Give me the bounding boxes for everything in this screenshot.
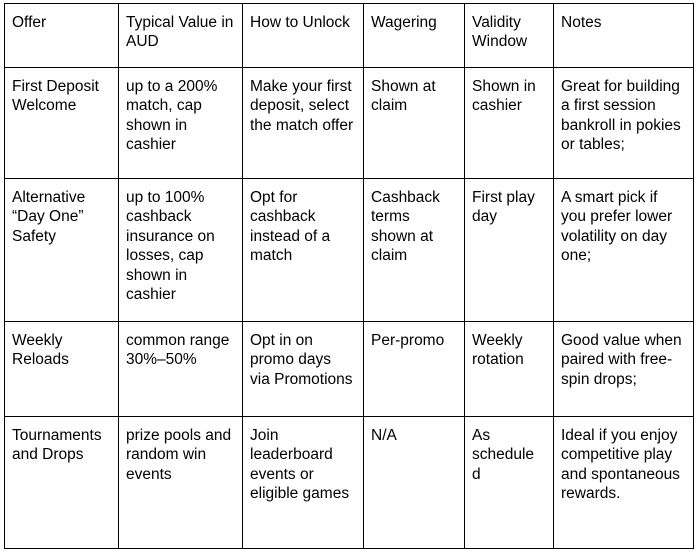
cell-typical-value: common range 30%–50% [119,322,243,417]
header-how-to-unlock: How to Unlock [243,4,364,68]
offers-table [4,3,694,549]
cell-notes: A smart pick if you prefer lower volatility on day one; [554,179,694,322]
cell-offer: First Deposit Welcome [5,68,119,179]
cell-typical-value: prize pools and random win events [119,417,243,549]
header-offer: Offer [5,4,119,68]
table-row [5,179,694,322]
header-notes: Notes [554,4,694,68]
cell-typical-value: up to 100% cashback insurance on losses, cap shown in cashier [119,179,243,322]
cell-offer: Tournaments and Drops [5,417,119,549]
cell-how-to-unlock: Opt for cashback instead of a match [243,179,364,322]
cell-validity-window: Weekly rotation [465,322,554,417]
cell-notes: Ideal if you enjoy competitive play and spontaneous rewards. [554,417,694,549]
cell-notes: Good value when paired with free-spin drops; [554,322,694,417]
cell-typical-value: up to a 200% match, cap shown in cashier [119,68,243,179]
cell-how-to-unlock: Opt in on promo days via Promotions [243,322,364,417]
cell-notes: Great for building a first session bankroll in pokies or tables; [554,68,694,179]
cell-how-to-unlock: Join leaderboard events or eligible games [243,417,364,549]
table-row [5,68,694,179]
cell-wagering: Cashback terms shown at claim [364,179,465,322]
cell-validity-window: First play day [465,179,554,322]
table-row [5,417,694,549]
table-header-row [5,4,694,68]
table-row [5,322,694,417]
cell-wagering: Shown at claim [364,68,465,179]
cell-validity-window: Shown in cashier [465,68,554,179]
cell-offer: Weekly Reloads [5,322,119,417]
cell-validity-window: As schedule d [465,417,554,549]
header-wagering: Wagering [364,4,465,68]
cell-wagering: N/A [364,417,465,549]
header-typical-value: Typical Value in AUD [119,4,243,68]
cell-wagering: Per-promo [364,322,465,417]
cell-offer: Alternative “Day One” Safety [5,179,119,322]
cell-how-to-unlock: Make your first deposit, select the match offer [243,68,364,179]
header-validity-window: Validity Window [465,4,554,68]
